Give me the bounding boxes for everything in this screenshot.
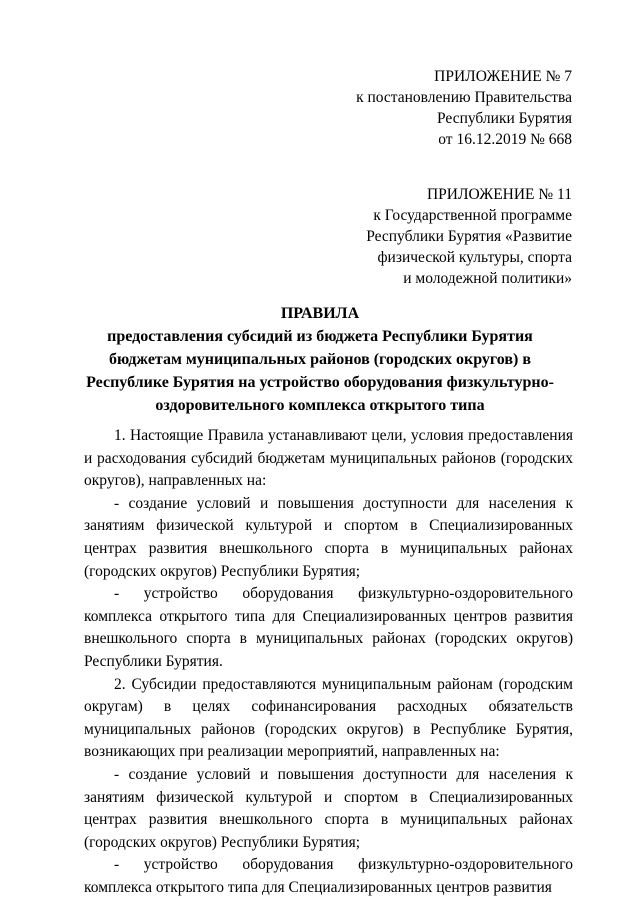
paragraph-3: - устройство оборудования физкультурно-оздоровительного комплекса открытого типа для Специализированных центров развития внешкольного спорта в муниципальных районах (городских округов) Республики Бурятия. [84,585,573,670]
appendix-11-header [366,184,572,289]
paragraph-2: - создание условий и повышения доступности для населения к занятиям физической культурой и спортом в Специализированных центрах развития внешкольного спорта в муниципальных районах (городских округов) Республики Бурятия; [84,494,573,580]
appendix-7-date: от 16.12.2019 № 668 [438,131,572,148]
paragraph-4: 2. Субсидии предоставляются муниципальным районам (городским округам) в целях софинансирования расходных обязательств муниципальных районов (городских округов) в Республике Бурятия, возникающих при реализации мероприятий, направленных на: [84,675,573,761]
appendix-11-title: ПРИЛОЖЕНИЕ № 11 [426,186,572,203]
rules-title: ПРАВИЛА [280,305,360,322]
appendix-7-line-2: к постановлению Правительства [356,89,572,106]
appendix-7-title: ПРИЛОЖЕНИЕ № 7 [434,68,572,85]
paragraph-5: - создание условий и повышения доступности для населения к занятиям физической культурой и спортом в Специализированных центрах развития внешкольного спорта в муниципальных районах (городских округов) Республики Бурятия; [84,765,573,851]
appendix-11-line-2: к Государственной программе [373,207,572,224]
document-body [84,425,573,899]
paragraph-6: - устройство оборудования физкультурно-оздоровительного комплекса открытого типа для Специализированных центров развития [84,856,573,896]
paragraph-1: 1. Настоящие Правила устанавливают цели, условия предоставления и расходования субсидий бюджетам муниципальных районов (городских округов), направленных на: [84,427,573,490]
appendix-7-header [356,66,572,150]
appendix-11-line-4: физической культуры, спорта [377,249,572,266]
rules-subtitle: предоставления субсидий из бюджета Республики Бурятия бюджетам муниципальных районов (городских округов) в Республике Бурятия на устройство оборудования физкультурно-оздоровительного комплекса открытого типа [86,328,554,414]
appendix-11-line-3: Республики Бурятия «Развитие [366,228,572,245]
appendix-11-line-5: и молодежной политики» [403,270,572,287]
appendix-7-line-3: Республики Бурятия [437,110,572,127]
